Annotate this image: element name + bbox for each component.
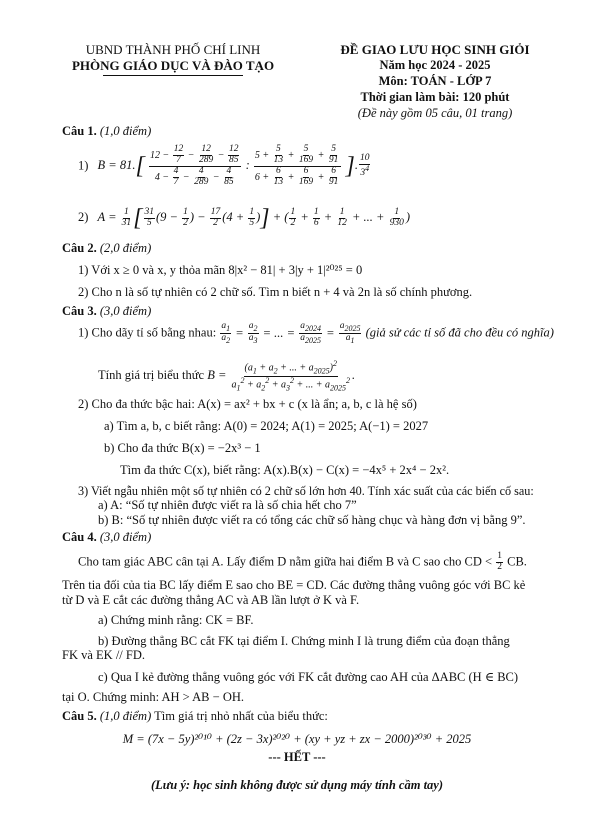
q1-title: Câu 1. xyxy=(62,124,97,138)
q1-heading xyxy=(62,124,151,139)
q5-title: Câu 5. xyxy=(62,709,97,723)
q5-text: Tìm giá trị nhỏ nhất của biểu thức: xyxy=(154,709,328,723)
q4-part-b2: FK và EK // FD. xyxy=(62,648,145,662)
duration: Thời gian làm bài: 120 phút xyxy=(360,90,510,104)
q3-part3: 3) Viết ngẫu nhiên một số tự nhiên có 2 chữ số lớn hơn 40. Tính xác suất của các biến cố sau: xyxy=(78,484,534,498)
q1-part1 xyxy=(78,145,371,188)
q2-points: (2,0 điểm) xyxy=(99,241,152,255)
subject: Môn: TOÁN - LỚP 7 xyxy=(378,74,492,88)
q3-part2b: b) Cho đa thức B(x) = −2x³ − 1 xyxy=(104,441,261,455)
q3-part2a: a) Tìm a, b, c biết rằng: A(0) = 2024; A(1) = 2025; A(−1) = 2027 xyxy=(104,419,429,433)
end-marker: --- HẾT --- xyxy=(268,750,326,764)
q3-heading xyxy=(62,304,151,319)
q2-heading xyxy=(62,241,151,256)
q3-part3b: b) B: “Số tự nhiên được viết ra có tổng các chữ số hàng chục và hàng đơn vị bằng 9”. xyxy=(98,513,526,527)
q3-part1 xyxy=(78,322,554,346)
q5-points: (1,0 điểm) xyxy=(99,709,152,723)
q5-heading xyxy=(62,709,328,724)
page-note: (Đề này gồm 05 câu, 01 trang) xyxy=(357,106,513,120)
q4-l1: Cho tam giác ABC cân tại A. Lấy điểm D nằm giữa hai điểm B và C sao cho CD < xyxy=(78,554,493,569)
q3-ratio-chain: $\frac{a_1}{a_2}$ = $\frac{a_2}{a_3}$ = ... = $\frac{a_{2024}}{a_{2025}}$ = $\frac{a_{2025}}{a_1}$ xyxy=(221,321,361,346)
q1-p1-label: 1) xyxy=(78,158,89,173)
q1-points: (1,0 điểm) xyxy=(99,124,152,138)
footer-note: (Lưu ý: học sinh không được sử dụng máy tính cầm tay) xyxy=(150,778,444,792)
header-department: UBND THÀNH PHỐ CHÍ LINH xyxy=(85,42,261,57)
q2-title: Câu 2. xyxy=(62,241,97,255)
q3-p1-post: (giả sử các tỉ số đã cho đều có nghĩa) xyxy=(365,325,554,340)
q4-heading xyxy=(62,530,151,545)
q1-p2-formula: A = $\frac{1}{31}$ [ $\frac{31}{5}$ (9 − $\frac{1}{2}$ ) − $\frac{17}{2}$ (4 + $\frac{1}{5}$ )] + ( $\frac{1}{2}$ + $\frac{1}{6}$ + $\frac{1}{12}$ + ... + $\frac{1}{930}$ ) xyxy=(97,205,410,231)
q3-part3a: a) A: “Số tự nhiên được viết ra là số chia hết cho 7” xyxy=(98,498,357,512)
q3-expression-B: B = $\frac{(a_1 + a_2 + ... + a_{2025})^2}{a_1^2 + a_2^2 + a_3^2 + ... + a_{2025}^2}$ . xyxy=(207,359,356,393)
q1-p2-label: 2) xyxy=(78,209,89,224)
q1-part2 xyxy=(78,206,410,230)
q4-part-c1: c) Qua I kẻ đường thẳng vuông góc với FK cắt đường cao AH của ΔABC (H ∈ BC) xyxy=(98,670,519,684)
header-office: PHÒNG GIÁO DỤC VÀ ĐÀO TẠO xyxy=(71,58,275,73)
q3-title: Câu 3. xyxy=(62,304,97,318)
q2-part2: 2) Cho n là số tự nhiên có 2 chữ số. Tìm n biết n + 4 và 2n là số chính phương. xyxy=(78,285,473,299)
q3-p1b-pre: Tính giá trị biểu thức xyxy=(98,368,205,383)
q4-title: Câu 4. xyxy=(62,530,97,544)
q3-part2c: Tìm đa thức C(x), biết rằng: A(x).B(x) − C(x) = −4x⁵ + 2x⁴ − 2x². xyxy=(120,463,450,477)
q4-line3: từ D và E cắt các đường thẳng AC và AB lần lượt ở K và F. xyxy=(62,593,360,607)
q3-part1b xyxy=(98,360,355,392)
q4-part-a: a) Chứng minh rằng: CK = BF. xyxy=(98,613,254,627)
q3-part2: 2) Cho đa thức bậc hai: A(x) = ax² + bx + c (x là ẩn; a, b, c là hệ số) xyxy=(78,397,417,411)
q3-points: (3,0 điểm) xyxy=(99,304,152,318)
q5-formula: M = (7x − 5y)²⁰¹⁰ + (2z − 3x)²⁰²⁰ + (xy + yz + zx − 2000)²⁰³⁰ + 2025 xyxy=(122,732,472,746)
header-underline xyxy=(103,75,243,76)
q4-l1-end: CB. xyxy=(507,554,527,569)
q3-p1-pre: 1) Cho dãy tỉ số bằng nhau: xyxy=(78,325,217,340)
q4-points: (3,0 điểm) xyxy=(99,530,152,544)
q4-line2: Trên tia đối của tia BC lấy điểm E sao cho BE = CD. Các đường thẳng vuông góc với BC kẻ xyxy=(62,578,526,592)
school-year: Năm học 2024 - 2025 xyxy=(379,58,491,72)
q4-part-c2: tại O. Chứng minh: AH > AB − OH. xyxy=(62,690,244,704)
q1-p1-formula: B = 81.[ 12 − $\frac{12}{7}$ − $\frac{12}{289}$ − $\frac{12}{85}$ 4 − $\frac{4}{7}$ − $\frac{4}{289}$ − $\frac{4}{85}$ : 5 + $\frac{5}{13}$ + $\frac{5}{169}$ + $\frac{5}{91}$ 6 + $\frac{6}{13}$ + $\frac{6}{169}$ + $\frac{6}{91}$ ]. $\frac{10}{3^4}$ xyxy=(97,144,370,187)
q4-line1: Cho tam giác ABC cân tại A. Lấy điểm D nằm giữa hai điểm B và C sao cho CD < $\frac{1}{2}$ CB. xyxy=(78,551,527,572)
q4-part-b1: b) Đường thẳng BC cắt FK tại điểm I. Chứng minh I là trung điểm của đoạn thẳng xyxy=(98,634,510,648)
exam-title: ĐỀ GIAO LƯU HỌC SINH GIỎI xyxy=(340,42,530,57)
q2-part1: 1) Với x ≥ 0 và x, y thỏa mãn 8|x² − 81| + 3|y + 1|²⁰²⁵ = 0 xyxy=(78,263,363,277)
